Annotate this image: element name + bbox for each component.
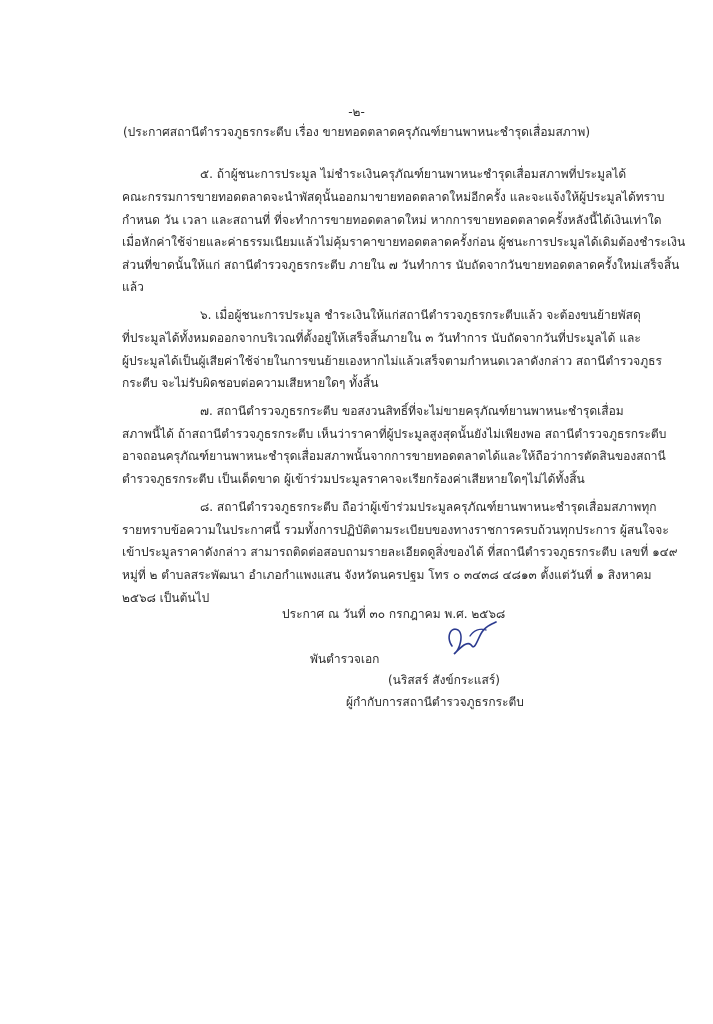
paragraph-line: ผู้ประมูลได้เป็นผู้เสียค่าใช้จ่ายในการขนย้ายเองหากไม่แล้วเสร็จตามกำหนดเวลาดังกล่าว สถานีตำรวจภูธร [122,354,662,368]
signer-position: ผู้กำกับการสถานีตำรวจภูธรกระตีบ [346,695,524,709]
page-number: -๒- [348,105,365,119]
handwritten-signature [442,616,502,660]
paragraph-line: รายทราบข้อความในประกาศนี้ รวมทั้งการปฏิบัติตามระเบียบของทางราชการครบถ้วนทุกประการ ผู้สนใจจะ [122,523,669,537]
paragraph-line: ๒๕๖๘ เป็นต้นไป [122,591,210,605]
paragraph-line: ที่ประมูลได้ทั้งหมดออกจากบริเวณที่ตั้งอยู่ให้เสร็จสิ้นภายใน ๓ วันทำการ นับถัดจากวันที่ประมูลได้ และ [122,331,641,345]
paragraph-line: สภาพนี้ได้ ถ้าสถานีตำรวจภูธรกระตีบ เห็นว่าราคาที่ผู้ประมูลสูงสุดนั้นยังไม่เพียงพอ สถานีตำรวจภูธรกระตีบ [122,427,667,441]
paragraph-line: เข้าประมูลราคาดังกล่าว สามารถติดต่อสอบถามรายละเอียดดูสิ่งของได้ ที่สถานีตำรวจภูธรกระตีบ เลขที่ ๑๔๙ [122,545,678,559]
paragraph-line: ๘. สถานีตำรวจภูธรกระตีบ ถือว่าผู้เข้าร่วมประมูลครุภัณฑ์ยานพาหนะชำรุดเสื่อมสภาพทุก [200,500,657,514]
announcement-date: ประกาศ ณ วันที่ ๓๐ กรกฎาคม พ.ศ. ๒๕๖๘ [282,607,506,621]
signer-rank: พันตำรวจเอก [310,652,380,666]
paragraph-line: เมื่อหักค่าใช้จ่ายและค่าธรรมเนียมแล้วไม่คุ้มราคาขายทอดตลาดครั้งก่อน ผู้ชนะการประมูลได้เดิมต้องชำระเงิน [122,235,686,249]
paragraph-line: ส่วนที่ขาดนั้นให้แก่ สถานีตำรวจภูธรกระตีบ ภายใน ๗ วันทำการ นับถัดจากวันขายทอดตลาดครั้งใหม่เสร็จสิ้น [122,258,680,272]
paragraph-line: ๖. เมื่อผู้ชนะการประมูล ชำระเงินให้แก่สถานีตำรวจภูธรกระตีบแล้ว จะต้องขนย้ายพัสดุ [200,308,641,322]
paragraph-line: กระตีบ จะไม่รับผิดชอบต่อความเสียหายใดๆ ทั้งสิ้น [122,376,379,390]
paragraph-line: กำหนด วัน เวลา และสถานที่ ที่จะทำการขายทอดตลาดใหม่ หากการขายทอดตลาดครั้งหลังนี้ได้เงินเท่าใด [122,213,662,227]
signer-name: (นริสสร์ สังข์กระแสร์) [388,673,500,687]
paragraph-line: ๗. สถานีตำรวจภูธรกระตีบ ขอสงวนสิทธิ์ที่จะไม่ขายครุภัณฑ์ยานพาหนะชำรุดเสื่อม [200,404,624,418]
paragraph-line: ๕. ถ้าผู้ชนะการประมูล ไม่ชำระเงินครุภัณฑ์ยานพาหนะชำรุดเสื่อมสภาพที่ประมูลได้ [200,167,627,181]
paragraph-line: คณะกรรมการขายทอดตลาดจะนำพัสดุนั้นออกมาขายทอดตลาดใหม่อีกครั้ง และจะแจ้งให้ผู้ประมูลได้ทราบ [122,190,665,204]
document-subtitle: (ประกาศสถานีตำรวจภูธรกระตีบ เรื่อง ขายทอดตลาดครุภัณฑ์ยานพาหนะชำรุดเสื่อมสภาพ) [122,125,591,139]
paragraph-line: อาจถอนครุภัณฑ์ยานพาหนะชำรุดเสื่อมสภาพนั้นจากการขายทอดตลาดได้และให้ถือว่าการตัดสินของสถานี [122,449,666,463]
paragraph-line: แล้ว [122,280,144,294]
paragraph-line: ตำรวจภูธรกระตีบ เป็นเด็ดขาด ผู้เข้าร่วมประมูลราคาจะเรียกร้องค่าเสียหายใดๆไม่ได้ทั้งสิ้น [122,472,585,486]
paragraph-line: หมู่ที่ ๒ ตำบลสระพัฒนา อำเภอกำแพงแสน จังหวัดนครปฐม โทร ๐ ๓๔๓๘ ๔๘๑๓ ตั้งแต่วันที่ ๑ สิงหาคม [122,568,652,582]
